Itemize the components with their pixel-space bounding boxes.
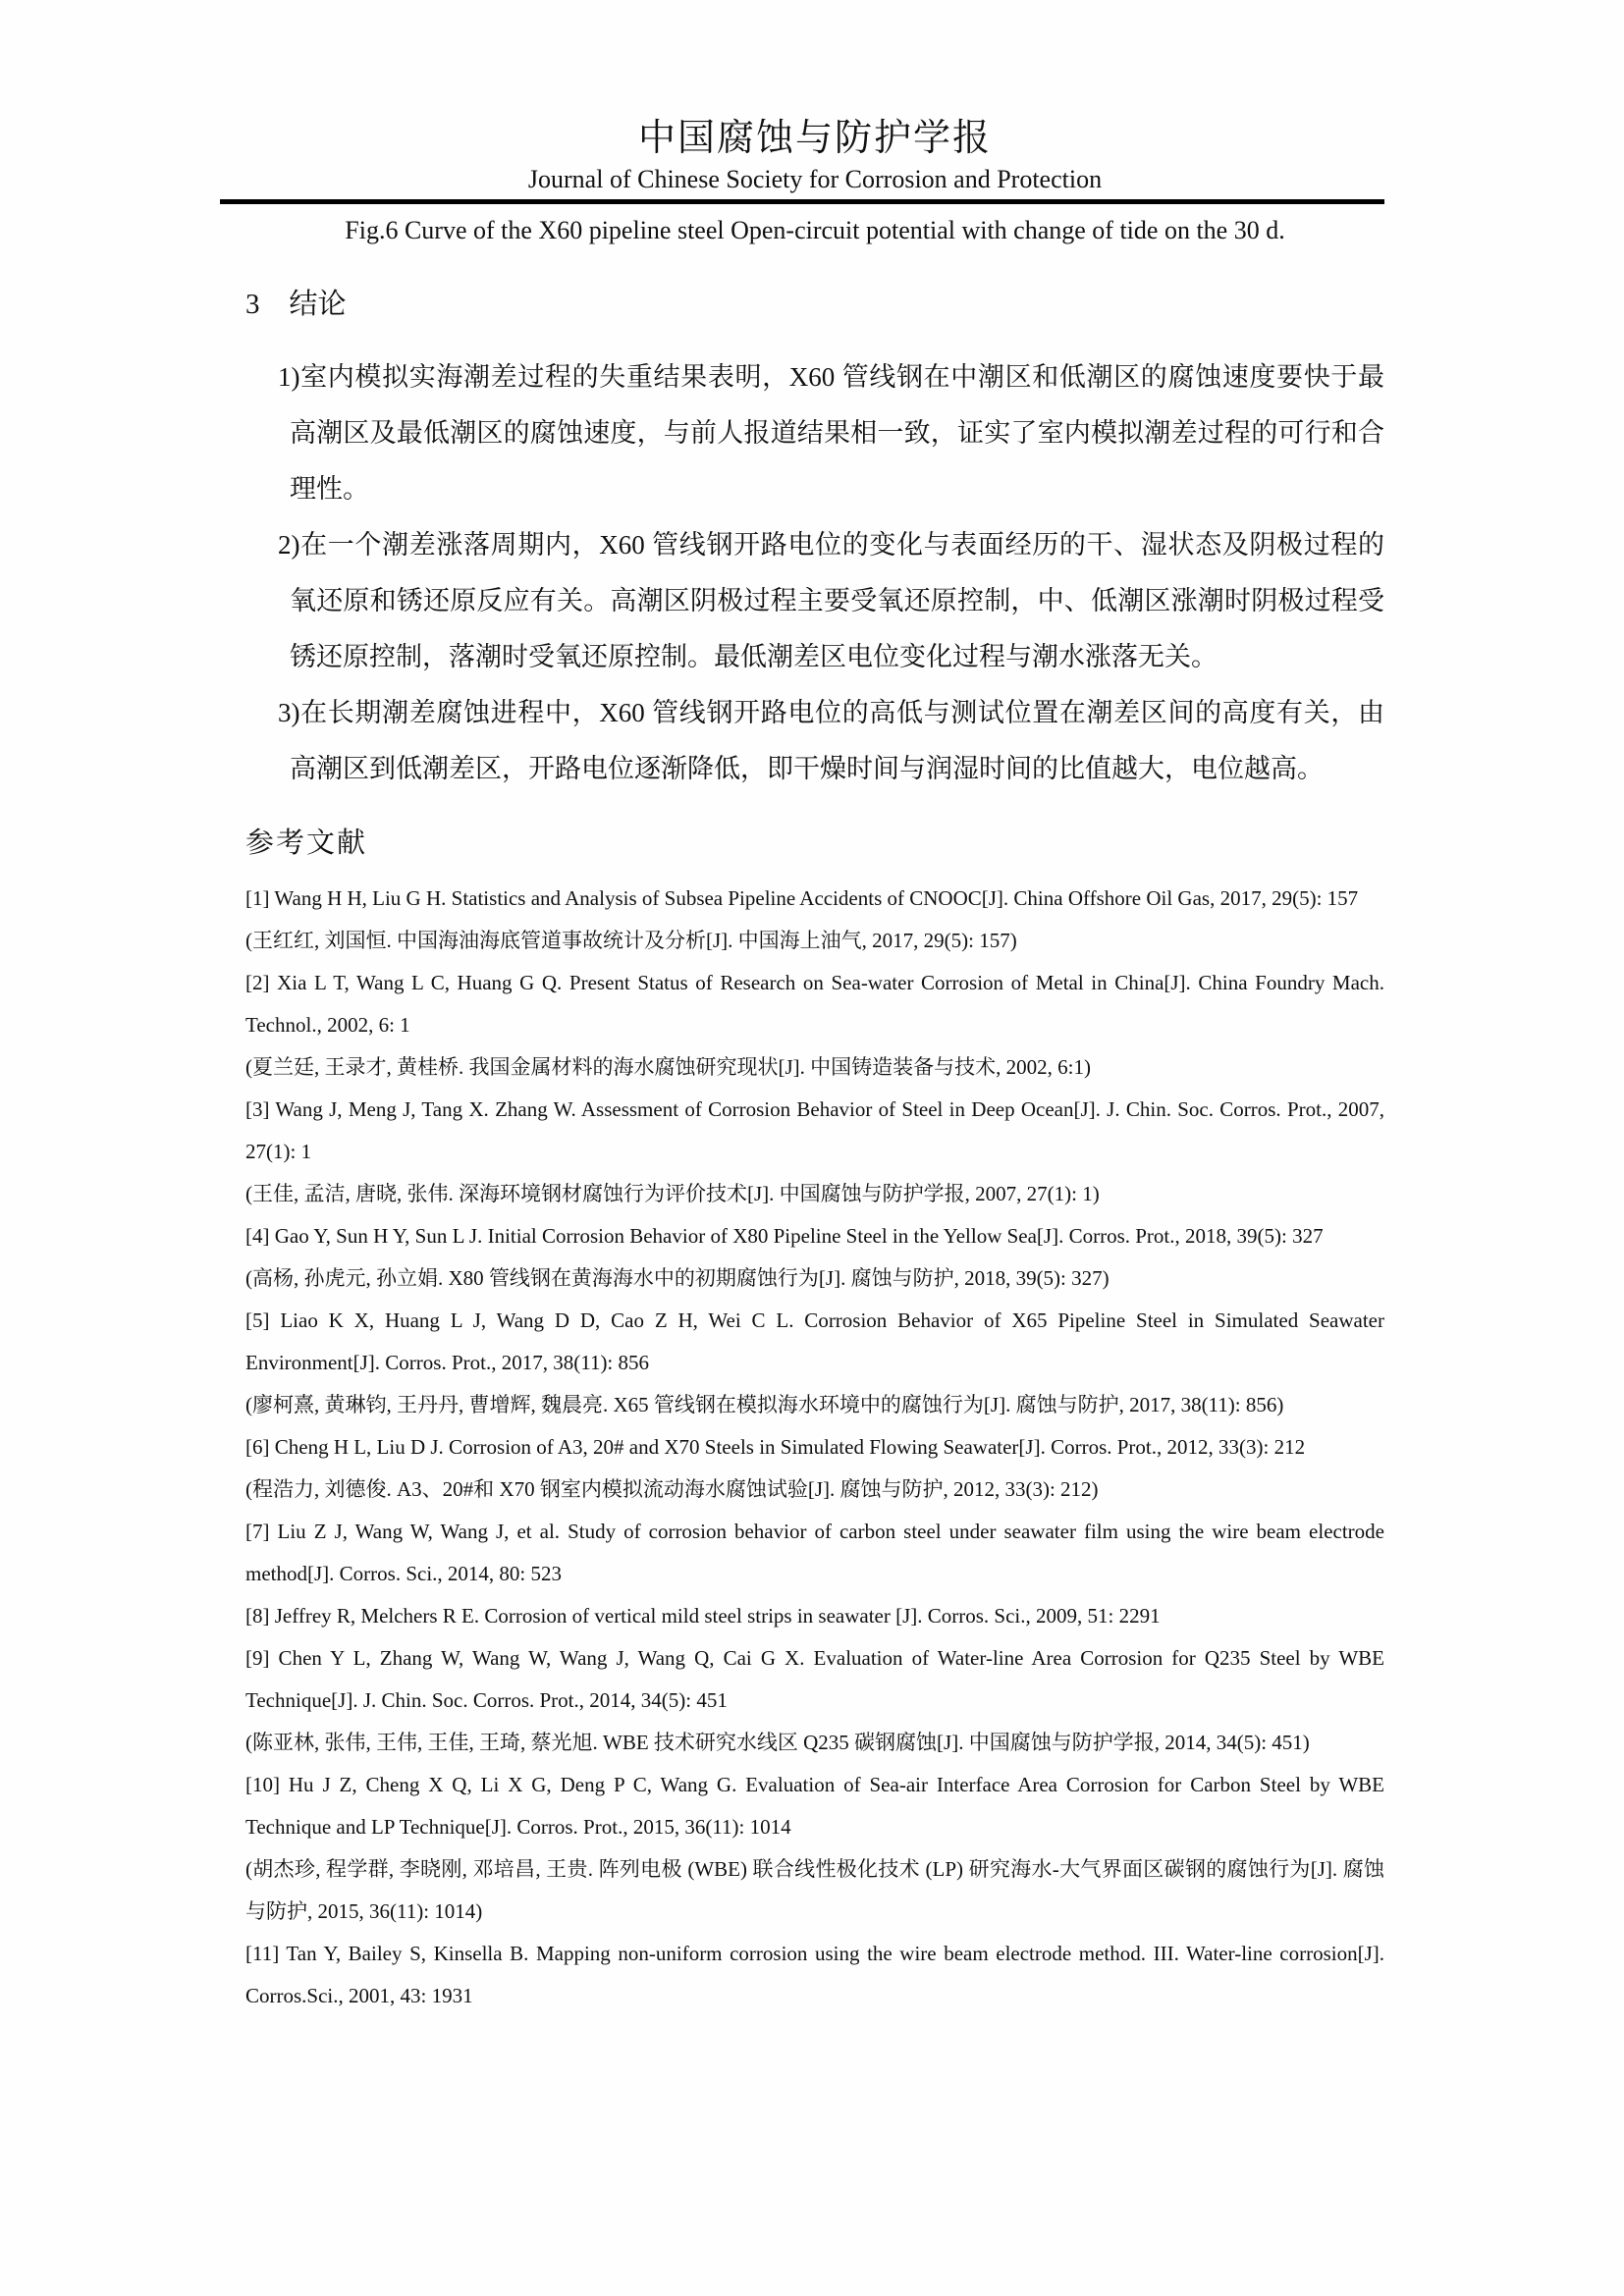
conclusion-item: 3)在长期潮差腐蚀进程中，X60 管线钢开路电位的高低与测试位置在潮差区间的高度有关，由高潮区到低潮差区，开路电位逐渐降低，即干燥时间与润湿时间的比值越大，电位越高。 [278,698,1384,783]
reference-item [245,962,1384,1089]
reference-item [245,1426,1384,1511]
conclusion-item: 2)在一个潮差涨落周期内，X60 管线钢开路电位的变化与表面经历的干、湿状态及阴极过程的氧还原和锈还原反应有关。高潮区阴极过程主要受氧还原控制，中、低潮区涨潮时阴极过程受锈还原控制，落潮时受氧还原控制。最低潮差区电位变化过程与潮水涨落无关。 [278,530,1384,671]
journal-header [245,0,1384,204]
figure-caption: Fig.6 Curve of the X60 pipeline steel Open-circuit potential with change of tide on the 30 d. [345,216,1285,244]
reference-chinese: (胡杰珍, 程学群, 李晓刚, 邓培昌, 王贵. 阵列电极 (WBE) 联合线性极化技术 (LP) 研究海水-大气界面区碳钢的腐蚀行为[J]. 腐蚀与防护, 2015, 36(11): 1014) [245,1857,1384,1923]
reference-english: [5] Liao K X, Huang L J, Wang D D, Cao Z H, Wei C L. Corrosion Behavior of X65 Pipeline Steel in Simulated Seawater Environment[J]. Corros. Prot., 2017, 38(11): 856 [245,1308,1384,1374]
reference-english: [6] Cheng H L, Liu D J. Corrosion of A3, 20# and X70 Steels in Simulated Flowing Seawater[J]. Corros. Prot., 2012, 33(3): 212 [245,1435,1306,1459]
page-content [245,0,1384,2017]
reference-english: [3] Wang J, Meng J, Tang X. Zhang W. Assessment of Corrosion Behavior of Steel in Deep Ocean[J]. J. Chin. Soc. Corros. Prot., 2007, 27(1): 1 [245,1097,1384,1163]
reference-chinese: (陈亚林, 张伟, 王伟, 王佳, 王琦, 蔡光旭. WBE 技术研究水线区 Q235 碳钢腐蚀[J]. 中国腐蚀与防护学报, 2014, 34(5): 451) [245,1731,1310,1754]
reference-item [245,1595,1384,1637]
reference-item [245,1300,1384,1426]
reference-english: [9] Chen Y L, Zhang W, Wang W, Wang J, Wang Q, Cai G X. Evaluation of Water-line Area Corrosion for Q235 Steel by WBE Technique[J]. J. Chin. Soc. Corros. Prot., 2014, 34(5): 451 [245,1646,1384,1712]
reference-chinese: (廖柯熹, 黄琳钧, 王丹丹, 曹增辉, 魏晨亮. X65 管线钢在模拟海水环境中的腐蚀行为[J]. 腐蚀与防护, 2017, 38(11): 856) [245,1393,1284,1416]
reference-english: [4] Gao Y, Sun H Y, Sun L J. Initial Corrosion Behavior of X80 Pipeline Steel in the Yellow Sea[J]. Corros. Prot., 2018, 39(5): 327 [245,1224,1324,1248]
reference-item [245,878,1384,962]
references-heading: 参考文献 [245,828,368,859]
reference-chinese: (夏兰廷, 王录才, 黄桂桥. 我国金属材料的海水腐蚀研究现状[J]. 中国铸造装备与技术, 2002, 6:1) [245,1055,1091,1079]
reference-chinese: (高杨, 孙虎元, 孙立娟. X80 管线钢在黄海海水中的初期腐蚀行为[J]. 腐蚀与防护, 2018, 39(5): 327) [245,1266,1110,1290]
reference-item [245,1511,1384,1595]
reference-chinese: (王佳, 孟洁, 唐晓, 张伟. 深海环境钢材腐蚀行为评价技术[J]. 中国腐蚀与防护学报, 2007, 27(1): 1) [245,1182,1100,1205]
reference-chinese: (王红红, 刘国恒. 中国海油海底管道事故统计及分析[J]. 中国海上油气, 2017, 29(5): 157) [245,929,1017,952]
reference-chinese: (程浩力, 刘德俊. A3、20#和 X70 钢室内模拟流动海水腐蚀试验[J]. 腐蚀与防护, 2012, 33(3): 212) [245,1477,1099,1501]
reference-english: [11] Tan Y, Bailey S, Kinsella B. Mapping non-uniform corrosion using the wire beam electrode method. III. Water-line corrosion[J]. Corros.Sci., 2001, 43: 1931 [245,1942,1384,2007]
reference-item [245,1215,1384,1300]
reference-english: [7] Liu Z J, Wang W, Wang J, et al. Study of corrosion behavior of carbon steel under seawater film using the wire beam electrode method[J]. Corros. Sci., 2014, 80: 523 [245,1520,1384,1585]
reference-item [245,1089,1384,1215]
reference-item [245,1637,1384,1764]
reference-item [245,1764,1384,1933]
reference-english: [8] Jeffrey R, Melchers R E. Corrosion of vertical mild steel strips in seawater [J]. Corros. Sci., 2009, 51: 2291 [245,1604,1161,1628]
reference-english: [1] Wang H H, Liu G H. Statistics and Analysis of Subsea Pipeline Accidents of CNOOC[J]. China Offshore Oil Gas, 2017, 29(5): 157 [245,886,1359,910]
conclusions-list [245,349,1384,797]
section-number: 3 [245,289,260,320]
reference-item [245,1933,1384,2017]
reference-english: [2] Xia L T, Wang L C, Huang G Q. Present Status of Research on Sea-water Corrosion of Metal in China[J]. China Foundry Mach. Technol., 2002, 6: 1 [245,971,1384,1037]
section-heading [245,287,1384,322]
reference-list [245,878,1384,2017]
header-divider-rule [220,199,1384,204]
journal-title-english: Journal of Chinese Society for Corrosion and Protection [527,165,1103,193]
conclusion-item: 1)室内模拟实海潮差过程的失重结果表明，X60 管线钢在中潮区和低潮区的腐蚀速度要快于最高潮区及最低潮区的腐蚀速度，与前人报道结果相一致，证实了室内模拟潮差过程的可行和合理性。 [278,362,1384,504]
section-title: 结论 [289,289,347,320]
reference-english: [10] Hu J Z, Cheng X Q, Li X G, Deng P C, Wang G. Evaluation of Sea-air Interface Area Corrosion for Carbon Steel by WBE Technique and LP Technique[J]. Corros. Prot., 2015, 36(11): 1014 [245,1773,1384,1839]
journal-title-chinese: 中国腐蚀与防护学报 [637,118,992,159]
